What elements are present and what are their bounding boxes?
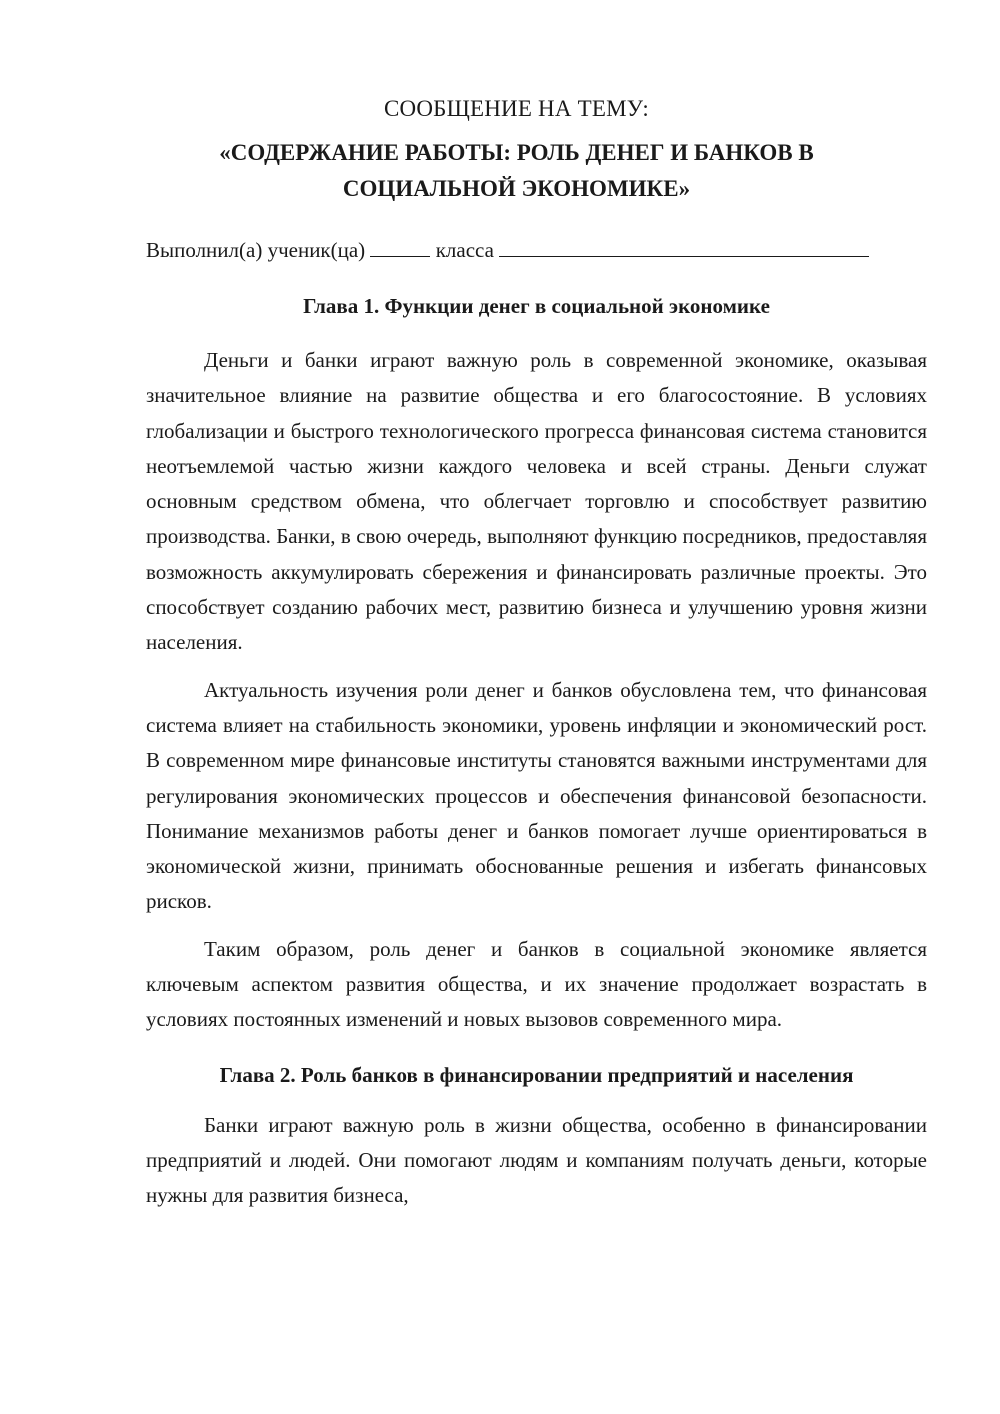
chapter-2-heading: Глава 2. Роль банков в финансировании предприятий и населения: [219, 1062, 854, 1087]
class-number-blank: [370, 236, 430, 257]
title-line-2: СОЦИАЛЬНОЙ ЭКОНОМИКЕ»: [342, 176, 691, 201]
chapter-1-paragraph-1: Деньги и банки играют важную роль в современной экономике, оказывая значительное влияние на развитие общества и его благосостояние. В условиях глобализации и быстрого технологического прогресса финансовая система становится неотъемлемой частью жизни каждого человека и всей страны. Деньги служат основным средством обмена, что облегчает торговлю и способствует развитию производства. Банки, в свою очередь, выполняют функцию посредников, предоставляя возможность аккумулировать сбережения и финансировать различные проекты. Это способствует созданию рабочих мест, развитию бизнеса и улучшению уровня жизни населения.: [146, 348, 927, 655]
author-line: [146, 235, 927, 265]
chapter-1-paragraph-2: Актуальность изучения роли денег и банков обусловлена тем, что финансовая система влияет на стабильность экономики, уровень инфляции и экономический рост. В современном мире финансовые институты становятся важными инструментами для регулирования экономических процессов и обеспечения финансовой безопасности. Понимание механизмов работы денег и банков помогает лучше ориентироваться в экономической жизни, принимать обоснованные решения и избегать финансовых рисков.: [146, 677, 927, 914]
performed-by-label: Выполнил(а) ученик(ца): [146, 238, 366, 262]
chapter-1-paragraph-3: Таким образом, роль денег и банков в социальной экономике является ключевым аспектом развития общества, и их значение продолжает возрастать в условиях постоянных изменений и новых вызовов современного мира.: [146, 936, 927, 1032]
student-name-blank: [499, 236, 869, 257]
document-title: [106, 135, 927, 207]
chapter-1-heading: Глава 1. Функции денег в социальной экономике: [303, 294, 770, 318]
document-header: [106, 92, 927, 207]
chapter-2-paragraph-1: Банки играют важную роль в жизни общества, особенно в финансировании предприятий и людей. Они помогают людям и компаниям получать деньги, которые нужны для развития бизнеса,: [146, 1112, 927, 1208]
subject-line: СООБЩЕНИЕ НА ТЕМУ:: [384, 96, 649, 121]
class-label: класса: [435, 238, 494, 262]
title-line-1: «СОДЕРЖАНИЕ РАБОТЫ: РОЛЬ ДЕНЕГ И БАНКОВ В: [219, 140, 814, 165]
